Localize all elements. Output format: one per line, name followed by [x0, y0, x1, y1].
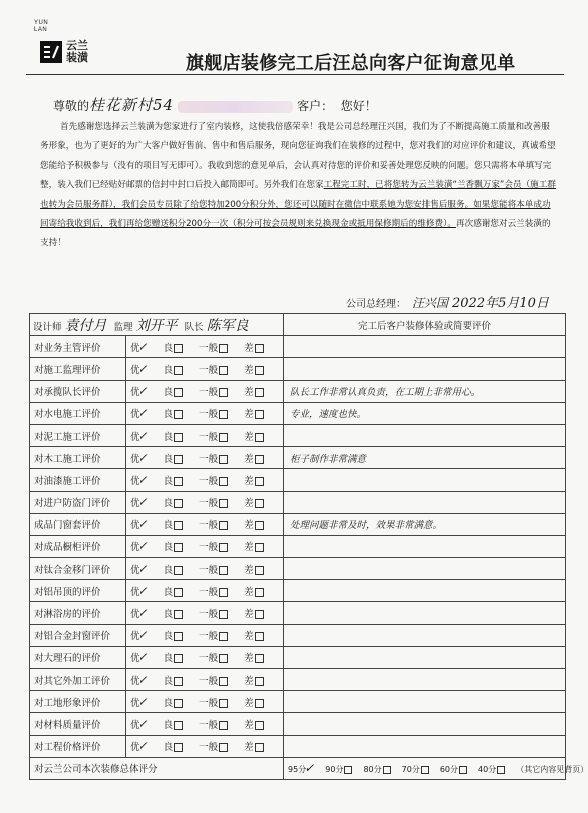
checkbox-icon	[219, 543, 228, 552]
row-comment	[284, 580, 566, 602]
rating-option[interactable]: 一般	[199, 495, 228, 509]
rating-option[interactable]: 良	[164, 406, 184, 420]
check-mark-icon: ✓	[137, 539, 148, 554]
checkbox-icon	[255, 677, 264, 686]
row-label: 对施工监理评价	[30, 358, 126, 380]
rating-option[interactable]: 优✓	[130, 650, 148, 665]
rating-option[interactable]: 差	[244, 340, 264, 354]
score-option[interactable]: 90分	[325, 764, 352, 775]
row-label: 对水电施工评价	[30, 402, 126, 424]
rating-option[interactable]: 一般	[199, 584, 228, 598]
checkbox-icon	[174, 388, 183, 397]
row-comment	[284, 735, 566, 757]
checkbox-icon	[255, 654, 264, 663]
table-row	[30, 513, 566, 535]
row-comment	[284, 491, 566, 513]
checkbox-icon	[219, 366, 228, 375]
checkbox-icon	[255, 610, 264, 619]
letter-body: 首先感谢您选择云兰装潢为您家进行了室内装修，这使我倍感荣幸！我是公司总经理汪兴国，我们为了不断提高施工质量和改善服务形象，也为了更好的为广大客户做好售前、售中和售后服务，现向您征询我们在装修的过程中，您对我们的对应评价和建议，真诚希望您能给予积极参与（没有的项目写无即可）。我收到您的意见单后，会认真对待您的评价和妥善处理您反映的问题。您只需将本单填写完整，装入我们已经贴好邮票的信封中封口后投入邮筒即可。另外我们在您家工程完工时，已将您转为云兰装潢“兰香飘万家”会员（施工群也转为会员服务群），我们会员专员除了给您特加200分积分外，您还可以随时在微信中联系她为您安排售后服务。如果您能将本单成功回寄给我收到后，我们再给您赠送积分200分一次（积分可按会员规则来兑换现金或抵用保修期后的维修费）。再次感谢您对云兰装潢的支持！	[40, 122, 556, 249]
row-label: 对承揽队长评价	[30, 380, 126, 402]
rating-options	[126, 535, 284, 557]
rating-options	[126, 513, 284, 535]
check-mark-icon: ✓	[137, 694, 148, 709]
rating-options	[126, 336, 284, 358]
rating-option[interactable]: 良	[164, 606, 184, 620]
table-row	[30, 358, 566, 380]
checkbox-icon	[219, 499, 228, 508]
checkbox-icon	[174, 455, 183, 464]
row-label: 对钛合金移门评价	[30, 558, 126, 580]
back-page-note: （其它内容见背页）	[516, 765, 588, 775]
table-row	[30, 447, 566, 469]
table-header-row: 设计师 袁付月 监理 刘开平 队长 陈军良 完工后客户装修体验或简要评价	[30, 314, 566, 336]
evaluation-table	[29, 313, 588, 780]
checkbox-icon	[174, 654, 183, 663]
rating-option[interactable]: 优✓	[130, 628, 148, 643]
rating-options	[126, 669, 284, 691]
overall-score-row	[30, 757, 566, 779]
rating-option[interactable]: 一般	[199, 406, 228, 420]
rating-option[interactable]: 良	[164, 673, 184, 687]
checkbox-icon	[255, 366, 264, 375]
rating-option[interactable]: 良	[164, 628, 184, 642]
rating-option[interactable]: 良	[164, 717, 184, 731]
check-mark-icon: ✓	[137, 384, 148, 399]
rating-option[interactable]: 优✓	[130, 339, 148, 354]
checkbox-icon	[219, 433, 228, 442]
row-label: 对工地形象评价	[30, 691, 126, 713]
check-mark-icon: ✓	[137, 450, 148, 465]
rating-option[interactable]: 一般	[199, 562, 228, 576]
rating-options	[126, 646, 284, 668]
table-row	[30, 380, 566, 402]
row-label: 对木工施工评价	[30, 447, 126, 469]
table-row	[30, 735, 566, 757]
checkbox-icon	[219, 410, 228, 419]
rating-option[interactable]: 差	[244, 606, 264, 620]
check-mark-icon: ✓	[137, 339, 148, 354]
checkbox-icon	[255, 632, 264, 641]
salutation: 尊敬的桂花新村54 客户： 您好！	[53, 96, 377, 114]
rating-option[interactable]: 优✓	[130, 739, 148, 754]
rating-option[interactable]: 优✓	[130, 495, 148, 510]
review-column-title: 完工后客户装修体验或简要评价	[284, 314, 566, 336]
checkbox-icon	[174, 610, 183, 619]
table-row	[30, 624, 566, 646]
row-label: 对业务主管评价	[30, 336, 126, 358]
checkbox-icon	[219, 566, 228, 575]
checkbox-icon	[219, 388, 228, 397]
checkbox-icon	[174, 433, 183, 442]
rating-option[interactable]: 差	[244, 473, 264, 487]
rating-options	[126, 602, 284, 624]
rating-option[interactable]: 良	[164, 473, 184, 487]
check-mark-icon: ✓	[137, 739, 148, 754]
check-mark-icon: ✓	[137, 428, 148, 443]
checkbox-icon	[174, 721, 183, 730]
table-row	[30, 535, 566, 557]
checkbox-icon	[174, 477, 183, 486]
rating-option[interactable]: 一般	[199, 362, 228, 376]
row-comment: 专业，速度也快。	[284, 402, 566, 424]
table-row	[30, 491, 566, 513]
designer-name-handwritten: 袁付月	[64, 317, 107, 334]
rating-option[interactable]: 良	[164, 539, 184, 553]
table-row	[30, 558, 566, 580]
rating-option[interactable]: 优✓	[130, 361, 148, 376]
checkbox-icon	[459, 766, 467, 774]
check-mark-icon: ✓	[137, 361, 148, 376]
checkbox-icon	[255, 743, 264, 752]
rating-options	[126, 424, 284, 446]
checkbox-icon	[219, 521, 228, 530]
rating-option[interactable]: 良	[164, 695, 184, 709]
membership-notice: 工程完工时，已将您转为云兰装潢“兰香飘万家”会员（施工群也转为会员服务群），我们会员专员除了给您特加200分积分外，您还可以随时在微信中联系她为您安排售后服务。如果您能将本单成功回寄给我收到后，我们再给您赠送积分200分一次（积分可按会员规则来兑换现金或抵用保修期后的维修费）。	[40, 180, 556, 230]
rating-option[interactable]: 优✓	[130, 450, 148, 465]
table-row	[30, 691, 566, 713]
rating-option[interactable]: 优✓	[130, 472, 148, 487]
checkbox-icon	[174, 588, 183, 597]
checkbox-icon	[219, 654, 228, 663]
checkbox-icon	[219, 610, 228, 619]
check-mark-icon: ✓	[137, 606, 148, 621]
rating-option[interactable]: 良	[164, 340, 184, 354]
rating-option[interactable]: 优✓	[130, 517, 148, 532]
rating-option[interactable]: 良	[164, 739, 184, 753]
row-label: 对铝合金封窗评价	[30, 624, 126, 646]
rating-option[interactable]: 差	[244, 362, 264, 376]
logo-pinyin: YUN LAN	[34, 20, 49, 33]
check-mark-icon: ✓	[137, 472, 148, 487]
rating-option[interactable]: 差	[244, 695, 264, 709]
checkbox-icon	[255, 699, 264, 708]
rating-option[interactable]: 差	[244, 429, 264, 443]
row-label: 对工程价格评价	[30, 735, 126, 757]
rating-option[interactable]: 一般	[199, 539, 228, 553]
rating-option[interactable]: 差	[244, 495, 264, 509]
table-row	[30, 580, 566, 602]
rating-option[interactable]: 一般	[199, 739, 228, 753]
page-title: 旗舰店装修完工后汪总向客户征询意见单	[186, 53, 516, 74]
rating-option[interactable]: 一般	[199, 429, 228, 443]
rating-options	[126, 735, 284, 757]
checkbox-icon	[497, 766, 505, 774]
customer-address-handwritten: 桂花新村54	[89, 96, 175, 114]
check-mark-icon: ✓	[137, 406, 148, 421]
rating-options	[126, 380, 284, 402]
row-label: 对泥工施工评价	[30, 424, 126, 446]
row-comment: 处理问题非常及时，效果非常满意。	[284, 513, 566, 535]
row-comment	[284, 424, 566, 446]
rating-option[interactable]: 良	[164, 650, 184, 664]
score-option[interactable]: 95分✓	[288, 761, 315, 776]
row-label: 对其它外加工评价	[30, 669, 126, 691]
rating-option[interactable]: 差	[244, 384, 264, 398]
row-label: 对大理石的评价	[30, 646, 126, 668]
rating-option[interactable]: 一般	[199, 451, 228, 465]
checkbox-icon	[255, 388, 264, 397]
score-option[interactable]: 60分	[440, 764, 467, 775]
logo-name: 云兰 装潢	[66, 39, 88, 64]
redacted-area	[178, 101, 293, 113]
manager-signature: 公司总经理： 汪兴国	[346, 296, 449, 310]
rating-option[interactable]: 一般	[199, 650, 228, 664]
table-row	[30, 469, 566, 491]
checkbox-icon	[174, 699, 183, 708]
checkbox-icon	[219, 677, 228, 686]
row-comment	[284, 558, 566, 580]
checkbox-icon	[174, 543, 183, 552]
table-row	[30, 424, 566, 446]
row-comment	[284, 646, 566, 668]
rating-option[interactable]: 一般	[199, 384, 228, 398]
table-row	[30, 602, 566, 624]
checkbox-icon	[255, 410, 264, 419]
rating-option[interactable]: 一般	[199, 628, 228, 642]
checkbox-icon	[255, 566, 264, 575]
rating-option[interactable]: 一般	[199, 695, 228, 709]
checkbox-icon	[174, 566, 183, 575]
checkbox-icon	[344, 766, 352, 774]
rating-options	[126, 691, 284, 713]
rating-option[interactable]: 差	[244, 539, 264, 553]
rating-options	[126, 580, 284, 602]
checkbox-icon	[174, 366, 183, 375]
row-comment: 柜子制作非常满意	[284, 447, 566, 469]
rating-options	[126, 491, 284, 513]
row-comment	[284, 336, 566, 358]
checkbox-icon	[219, 588, 228, 597]
logo-mark-icon	[40, 41, 62, 63]
checkbox-icon	[255, 344, 264, 353]
rating-options	[126, 358, 284, 380]
table-row	[30, 336, 566, 358]
row-label: 对铝吊顶的评价	[30, 580, 126, 602]
row-comment	[284, 602, 566, 624]
rating-option[interactable]: 一般	[199, 717, 228, 731]
overall-score-options	[284, 757, 588, 779]
row-label: 对成品橱柜评价	[30, 535, 126, 557]
checkbox-icon	[174, 743, 183, 752]
rating-option[interactable]: 差	[244, 562, 264, 576]
rating-option[interactable]: 差	[244, 739, 264, 753]
check-mark-icon: ✓	[137, 650, 148, 665]
rating-option[interactable]: 优✓	[130, 428, 148, 443]
checkbox-icon	[219, 477, 228, 486]
title-divider	[26, 74, 564, 75]
checkbox-icon	[174, 632, 183, 641]
checkbox-icon	[219, 344, 228, 353]
rating-option[interactable]: 优✓	[130, 672, 148, 687]
rating-option[interactable]: 良	[164, 584, 184, 598]
checkbox-icon	[255, 433, 264, 442]
check-mark-icon: ✓	[137, 495, 148, 510]
rating-option[interactable]: 优✓	[130, 694, 148, 709]
rating-option[interactable]: 一般	[199, 340, 228, 354]
rating-options	[126, 469, 284, 491]
checkbox-icon	[255, 455, 264, 464]
rating-option[interactable]: 差	[244, 673, 264, 687]
checkbox-icon	[174, 410, 183, 419]
checkbox-icon	[219, 632, 228, 641]
foreman-name-handwritten: 陈军良	[206, 317, 249, 334]
rating-option[interactable]: 优✓	[130, 583, 148, 598]
score-option[interactable]: 40分	[478, 764, 505, 775]
rating-option[interactable]: 一般	[199, 473, 228, 487]
row-label: 对油漆施工评价	[30, 469, 126, 491]
checkbox-icon	[174, 344, 183, 353]
rating-option[interactable]: 一般	[199, 606, 228, 620]
rating-option[interactable]: 一般	[199, 673, 228, 687]
rating-options	[126, 402, 284, 424]
rating-option[interactable]: 差	[244, 650, 264, 664]
rating-option[interactable]: 差	[244, 584, 264, 598]
signature-date: 2022年5月10日	[452, 296, 549, 311]
check-mark-icon: ✓	[137, 517, 148, 532]
checkbox-icon	[219, 721, 228, 730]
score-option[interactable]: 70分	[402, 764, 429, 775]
checkbox-icon	[174, 521, 183, 530]
rating-option[interactable]: 良	[164, 451, 184, 465]
rating-option[interactable]: 差	[244, 451, 264, 465]
rating-option[interactable]: 差	[244, 517, 264, 531]
score-option[interactable]: 80分	[363, 764, 390, 775]
rating-option[interactable]: 良	[164, 429, 184, 443]
rating-option[interactable]: 差	[244, 406, 264, 420]
checkbox-icon	[174, 677, 183, 686]
row-comment	[284, 669, 566, 691]
checkbox-icon	[219, 743, 228, 752]
row-comment	[284, 624, 566, 646]
rating-option[interactable]: 优✓	[130, 539, 148, 554]
rating-option[interactable]: 优✓	[130, 716, 148, 731]
rating-option[interactable]: 良	[164, 517, 184, 531]
overall-score-label: 对云兰公司本次装修总体评分	[30, 757, 284, 779]
yunlan-logo	[34, 20, 139, 66]
checkbox-icon	[219, 455, 228, 464]
table-row	[30, 402, 566, 424]
checkbox-icon	[255, 477, 264, 486]
rating-options	[126, 713, 284, 735]
row-comment	[284, 535, 566, 557]
signature-handwritten: 汪兴国	[412, 296, 449, 310]
checkbox-icon	[421, 766, 429, 774]
supervisor-name-handwritten: 刘开平	[135, 317, 178, 334]
checkbox-icon	[255, 721, 264, 730]
rating-option[interactable]: 优✓	[130, 406, 148, 421]
checkbox-icon	[219, 699, 228, 708]
row-comment	[284, 691, 566, 713]
rating-option[interactable]: 优✓	[130, 561, 148, 576]
row-label: 对材料质量评价	[30, 713, 126, 735]
row-comment	[284, 469, 566, 491]
table-row	[30, 713, 566, 735]
check-mark-icon: ✓	[137, 628, 148, 643]
rating-option[interactable]: 良	[164, 495, 184, 509]
check-mark-icon: ✓	[304, 761, 315, 776]
rating-option[interactable]: 差	[244, 628, 264, 642]
row-label: 对淋浴房的评价	[30, 602, 126, 624]
checkbox-icon	[255, 499, 264, 508]
row-comment	[284, 713, 566, 735]
rating-option[interactable]: 良	[164, 362, 184, 376]
checkbox-icon	[255, 543, 264, 552]
rating-option[interactable]: 优✓	[130, 606, 148, 621]
check-mark-icon: ✓	[137, 583, 148, 598]
rating-option[interactable]: 一般	[199, 517, 228, 531]
rating-options	[126, 624, 284, 646]
table-row	[30, 669, 566, 691]
checkbox-icon	[174, 499, 183, 508]
row-comment	[284, 358, 566, 380]
rating-options	[126, 558, 284, 580]
table-row	[30, 646, 566, 668]
check-mark-icon: ✓	[137, 561, 148, 576]
checkbox-icon	[255, 588, 264, 597]
checkbox-icon	[255, 521, 264, 530]
rating-option[interactable]: 良	[164, 384, 184, 398]
row-comment: 队长工作非常认真负责，在工期上非常用心。	[284, 380, 566, 402]
check-mark-icon: ✓	[137, 672, 148, 687]
rating-option[interactable]: 良	[164, 562, 184, 576]
row-label: 成品门窗套评价	[30, 513, 126, 535]
rating-option[interactable]: 差	[244, 717, 264, 731]
checkbox-icon	[383, 766, 391, 774]
rating-options	[126, 447, 284, 469]
check-mark-icon: ✓	[137, 716, 148, 731]
rating-option[interactable]: 优✓	[130, 384, 148, 399]
row-label: 对进户防盗门评价	[30, 491, 126, 513]
